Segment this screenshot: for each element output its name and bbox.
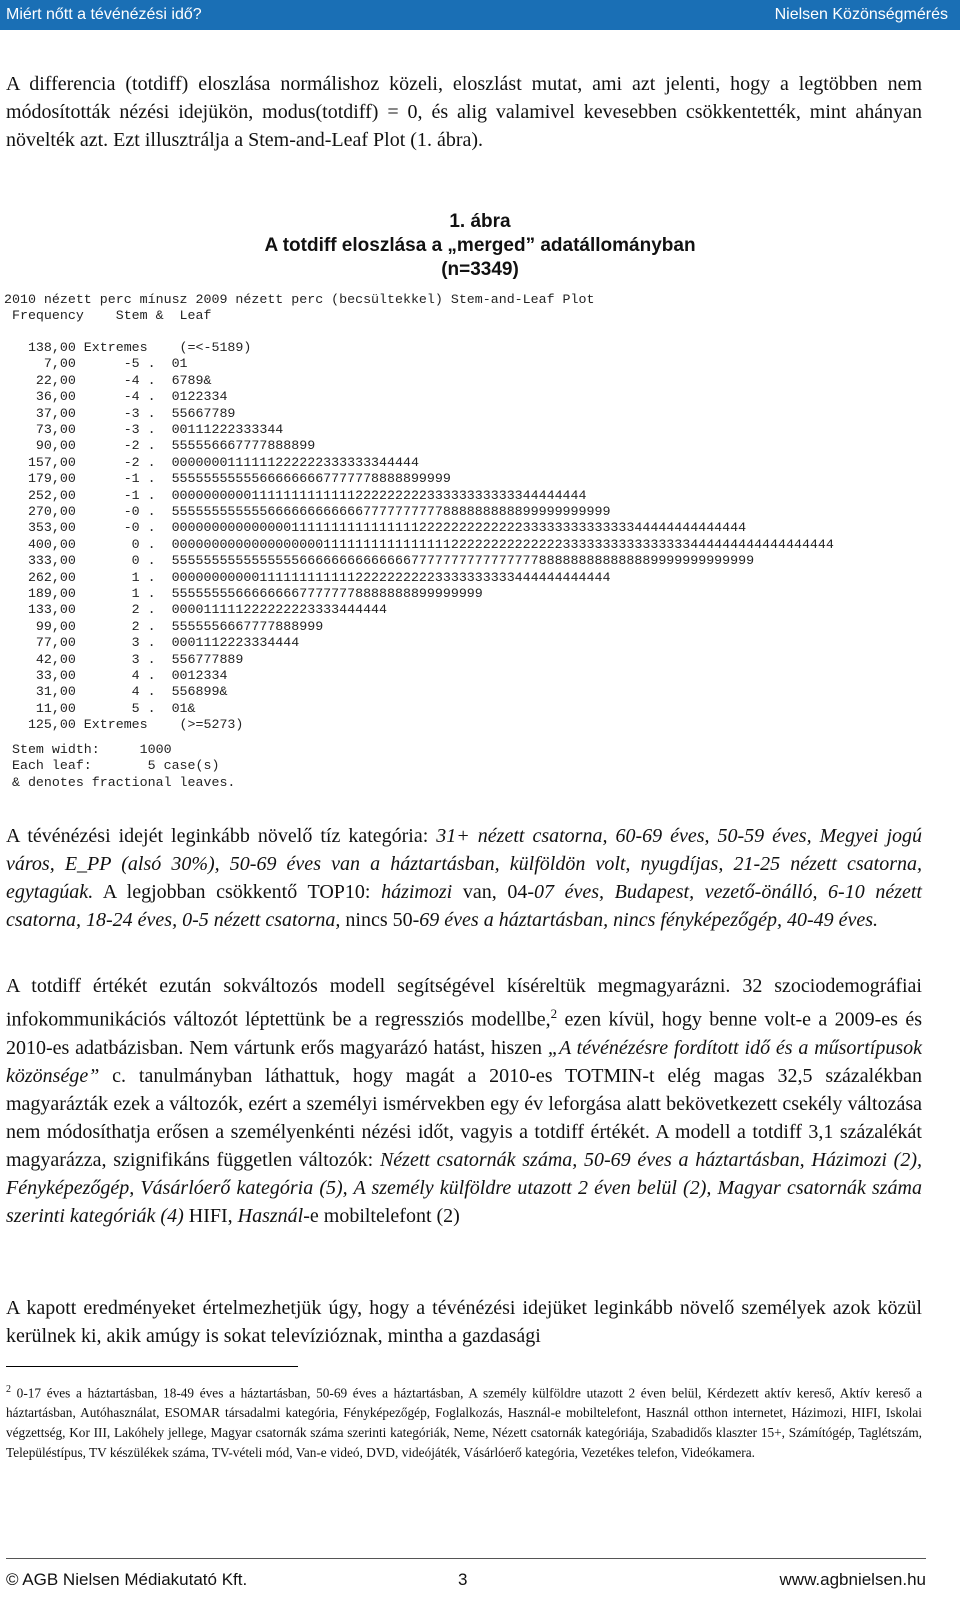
stem-leaf-footer-line: Each leaf: 5 case(s) (4, 758, 220, 774)
para-model-d: c. tanulmányban láthattuk, hogy magát a 2010-es TOTMIN-t elég magas 32,5 százalékban magyarázták ezek a változók, ezért a személyi ismérvekben egy év leforgása alatt bekövetkezett csekély változása nem módosíthatja erősen a személyenkénti nézési időt, vagyis a totdiff értékét. A modell a totdiff 3,1 százalékát magyarázza, szignifikáns független változók: (6, 1064, 922, 1171)
figure-caption-title: A totdiff eloszlása a „merged” adatállományban (264, 235, 696, 256)
para-top10-a: A tévénézési idejét leginkább növelő tíz kategória: (6, 825, 437, 847)
para-top10 (6, 822, 922, 934)
stem-leaf-row: 400,00 0 . 00000000000000000001111111111111111222222222222223333333333333333444444444444444444 (4, 536, 834, 552)
para-model (6, 972, 922, 1230)
stem-leaf-row: 333,00 0 . 5555555555555555666666666666667777777777777777888888888888889999999999999 (4, 553, 755, 569)
footnote-text: 0-17 éves a háztartásban, 18-49 éves a háztartásban, 50-69 éves a háztartásban, A személy külföldre utazott 2 éven belül, Kérdezett aktív kereső, Aktív kereső a háztartásban, Autóhasználat, ESOMAR társadalmi kategória, Fényképezőgép, Foglalkozás, Használ-e mobiltelefont, Használ otthon internetet, Házimozi, HIFI, Iskolai végzettség, Kor III, Lakóhely jellege, Magyar csatornák száma szerinti kategóriák, Neme, Nézett csatornák kategóriája, Szabadidős klaszter 15+, Számítógép, Taglétszám, Településtípus, TV készülékek száma, TV-vételi mód, Van-e videó, DVD, videójáték, Vásárlóerő kategória, Vezetékes telefon, Videókamera. (6, 1385, 922, 1461)
stem-leaf-title: 2010 nézett perc mínusz 2009 nézett perc (becsültekkel) Stem-and-Leaf Plot (4, 292, 595, 307)
para-top10-c: A legjobban csökkentő TOP10: (93, 881, 382, 903)
footnote-ref: 2 (550, 1006, 558, 1021)
stem-leaf-row: 353,00 -0 . 000000000000000111111111111111122222222222223333333333333344444444444444 (4, 520, 747, 536)
stem-leaf-row: 73,00 -3 . 00111222333344 (4, 422, 284, 437)
stem-leaf-column-header: Frequency Stem & Leaf (4, 308, 212, 323)
page-header (0, 0, 960, 30)
intro-paragraph: A differencia (totdiff) eloszlása normálishoz közeli, eloszlást mutat, ami azt jelenti, hogy a legtöbben nem módosították nézési idejükön, modus(totdiff) = 0, és alig valamivel kevesebben csökkentették, mint ahányan növelték azt. Ezt illusztrálja a Stem-and-Leaf Plot (1. ábra). (6, 73, 922, 151)
footer-divider (6, 1558, 926, 1559)
stem-leaf-row: 90,00 -2 . 555556667777888899 (4, 438, 316, 454)
stem-leaf-row: 22,00 -4 . 6789& (4, 372, 212, 388)
page-number: 3 (458, 1570, 468, 1589)
para-model-b: ezen kívül, hogy benne volt-e a 2009-es és 2010-es adatbázisban. Nem vártunk erős magyarázó hatást, hiszen (6, 1008, 922, 1059)
figure-caption-n: (n=3349) (441, 259, 519, 280)
header-left-title: Miért nőtt a tévénézési idő? (6, 6, 202, 23)
stem-leaf-row: 270,00 -0 . 5555555555556666666666667777777777888888888899999999999 (4, 504, 611, 519)
stem-leaf-row: 31,00 4 . 556899& (4, 684, 228, 700)
para-top10-h: 69 éves a háztartásban, nincs fényképezőgép, 40-49 éves. (419, 909, 879, 931)
stem-leaf-row: 125,00 Extremes (>=5273) (4, 717, 244, 733)
stem-leaf-row: 11,00 5 . 01& (4, 700, 196, 716)
stem-leaf-row: 179,00 -1 . 55555555555666666667777778888899999 (4, 471, 451, 487)
para-model-h: -e mobiltelefont (2) (303, 1204, 460, 1227)
stem-leaf-row: 133,00 2 . 000011111222222223333444444 (4, 602, 388, 618)
footer-url: www.agbnielsen.hu (779, 1570, 926, 1589)
stem-leaf-row: 33,00 4 . 0012334 (4, 668, 228, 683)
stem-leaf-row: 138,00 Extremes (=<-5189) (4, 340, 252, 355)
stem-leaf-row: 189,00 1 . 555555556666666677777778888888899999999 (4, 586, 483, 601)
stem-leaf-row: 262,00 1 . 0000000000011111111111122222222223333333333444444444444 (4, 569, 611, 585)
footnote-mark: 2 (6, 1384, 11, 1395)
stem-leaf-row: 99,00 2 . 5555556667777888999 (4, 618, 324, 634)
para-top10-e: van, 04- (452, 881, 534, 903)
para-model-g: Használ (237, 1204, 304, 1227)
stem-leaf-row: 157,00 -2 . 0000000111111222222333333344444 (4, 454, 419, 470)
para-top10-b: 31+ nézett csatorna, 60-69 éves, 50-59 éves, Megyei jogú város, E_PP (alsó 30%), 50-69 éves van a háztartásban, külföldön volt, nyugdíjas, 21-25 nézett csatorna, egytagúak. (6, 825, 922, 903)
footnote (6, 1380, 922, 1463)
para-model-c: „A tévénézésre fordított idő és a műsortípusok közönsége” (6, 1036, 922, 1087)
stem-leaf-row: 36,00 -4 . 0122334 (4, 389, 228, 405)
para-top10-f: 07 éves, Budapest, vezető-önálló, 6-10 nézett csatorna, 18-24 éves, 0-5 nézett csatorna, (6, 881, 922, 931)
para-model-f: HIFI, (183, 1204, 238, 1227)
stem-leaf-row: 42,00 3 . 556777889 (4, 651, 244, 667)
stem-leaf-row: 252,00 -1 . 0000000000111111111111122222222233333333333344444444 (4, 487, 587, 503)
stem-leaf-footer-line: & denotes fractional leaves. (4, 774, 236, 790)
stem-leaf-row: 7,00 -5 . 01 (4, 356, 188, 372)
para-model-a: A totdiff értékét ezután sokváltozós modell segítségével kíséreltük megmagyarázni. 32 szociodemográfiai infokommunikációs változót léptettünk be a regressziós modellbe, (6, 975, 922, 1031)
stem-leaf-row: 37,00 -3 . 55667789 (4, 405, 236, 421)
stem-leaf-footer-line: Stem width: 1000 (4, 742, 172, 757)
para-conclusion: A kapott eredményeket értelmezhetjük úgy, hogy a tévénézési idejüket leginkább növelő személyek azok közül kerülnek ki, akik amúgy is sokat televízióznak, mintha a gazdasági (6, 1297, 922, 1347)
header-right-title: Nielsen Közönségmérés (774, 6, 948, 23)
footnote-divider (6, 1366, 298, 1367)
figure-caption-number: 1. ábra (449, 211, 511, 232)
stem-leaf-row: 77,00 3 . 0001112223334444 (4, 635, 300, 651)
para-top10-g: nincs 50- (340, 909, 420, 931)
para-top10-d: házimozi (381, 881, 453, 903)
para-model-e: Nézett csatornák száma, 50-69 éves a háztartásban, Házimozi (2), Fényképezőgép, Vásárlóerő kategória (5), A személy külföldre utazott 2 éven belül (2), Magyar csatornák száma szerinti kategóriák (4) (6, 1148, 922, 1227)
footer-copyright: © AGB Nielsen Médiakutató Kft. (6, 1570, 248, 1589)
